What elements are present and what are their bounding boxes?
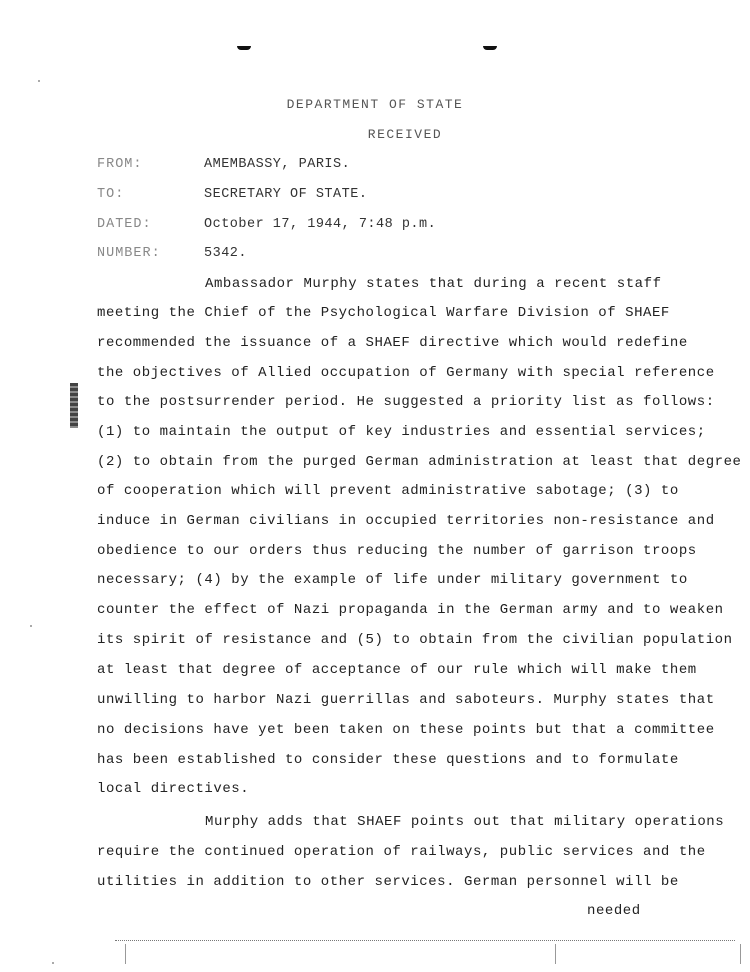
- body-line: counter the effect of Nazi propaganda in the German army and to weaken: [97, 602, 724, 618]
- body-line: its spirit of resistance and (5) to obtain from the civilian population: [97, 632, 733, 648]
- body-line: necessary; (4) by the example of life under military government to: [97, 572, 688, 588]
- meta-value: 5342.: [204, 246, 248, 261]
- meta-value: SECRETARY OF STATE.: [204, 187, 368, 202]
- scan-edge-tick: [125, 944, 126, 964]
- body-line: of cooperation which will prevent administrative sabotage; (3) to: [97, 483, 679, 499]
- scan-speck: [30, 625, 32, 627]
- body-line: to the postsurrender period. He suggested a priority list as follows:: [97, 394, 715, 410]
- continuation-word: needed: [587, 903, 641, 919]
- body-line: require the continued operation of railways, public services and the: [97, 844, 706, 860]
- body-line: the objectives of Allied occupation of Germany with special reference: [97, 365, 715, 381]
- body-line: at least that degree of acceptance of our rule which will make them: [97, 662, 697, 678]
- scan-edge-tick: [555, 944, 556, 964]
- punch-hole-mark-right: [483, 46, 497, 50]
- meta-label: FROM:: [97, 157, 143, 172]
- document-title: DEPARTMENT OF STATE: [286, 97, 464, 112]
- body-line: Murphy adds that SHAEF points out that military operations: [205, 814, 725, 830]
- body-line: unwilling to harbor Nazi guerrillas and saboteurs. Murphy states that: [97, 692, 715, 708]
- body-line: induce in German civilians in occupied territories non-resistance and: [97, 513, 715, 529]
- meta-value: October 17, 1944, 7:48 p.m.: [204, 217, 437, 232]
- scan-edge-tick: [740, 944, 741, 964]
- body-line: no decisions have yet been taken on these points but that a committee: [97, 722, 715, 738]
- body-line: local directives.: [97, 781, 250, 797]
- scan-speck: [52, 962, 54, 964]
- meta-value: AMEMBASSY, PARIS.: [204, 157, 351, 172]
- body-line: obedience to our orders thus reducing the number of garrison troops: [97, 543, 697, 559]
- body-line: (2) to obtain from the purged German administration at least that degree: [97, 454, 742, 470]
- body-line: utilities in addition to other services. German personnel will be: [97, 874, 679, 890]
- scan-edge-rule: [115, 940, 735, 941]
- meta-label: DATED:: [97, 217, 152, 232]
- document-subtitle: RECEIVED: [367, 127, 443, 142]
- meta-label: NUMBER:: [97, 246, 161, 261]
- margin-annotation-mark: [70, 383, 78, 428]
- punch-hole-mark-left: [237, 46, 251, 50]
- body-line: recommended the issuance of a SHAEF directive which would redefine: [97, 335, 688, 351]
- body-line: has been established to consider these questions and to formulate: [97, 752, 679, 768]
- scan-speck: [38, 80, 40, 82]
- meta-label: TO:: [97, 187, 125, 202]
- body-line: Ambassador Murphy states that during a recent staff: [205, 276, 662, 292]
- body-line: (1) to maintain the output of key industries and essential services;: [97, 424, 706, 440]
- body-line: meeting the Chief of the Psychological Warfare Division of SHAEF: [97, 305, 670, 321]
